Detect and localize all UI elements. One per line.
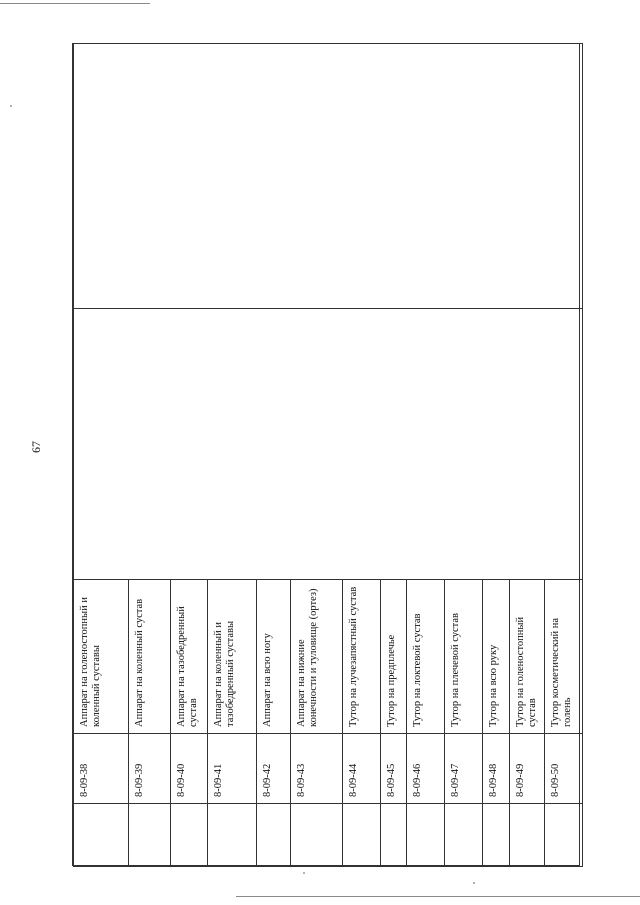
name-cell: Тутор на всю руку — [483, 580, 510, 734]
code-cell: 8-09-39 — [129, 734, 171, 804]
empty-cell — [407, 804, 445, 867]
code-cell: 8-09-45 — [381, 734, 407, 804]
empty-cell — [510, 804, 545, 867]
empty-cell — [291, 804, 343, 867]
empty-cell — [445, 804, 483, 867]
empty-cell — [129, 804, 171, 867]
code-cell: 8-09-38 — [74, 734, 129, 804]
code-cell: 8-09-49 — [510, 734, 545, 804]
code-cell: 8-09-47 — [445, 734, 483, 804]
name-cell: Аппарат на всю ногу — [257, 580, 291, 734]
empty-cell — [171, 804, 208, 867]
service-table — [73, 43, 583, 867]
empty-cell — [74, 309, 583, 580]
empty-cell — [74, 804, 129, 867]
code-cell: 8-09-43 — [291, 734, 343, 804]
name-cell: Аппарат на коленный сустав — [129, 580, 171, 734]
scan-speck — [303, 872, 305, 874]
empty-cell — [257, 804, 291, 867]
scan-speck — [10, 105, 12, 107]
table-row — [74, 44, 129, 867]
empty-cell — [343, 804, 381, 867]
code-cell: 8-09-46 — [407, 734, 445, 804]
empty-cell — [208, 804, 257, 867]
document-table — [72, 43, 580, 866]
scan-edge-line — [236, 896, 640, 897]
empty-cell — [545, 804, 583, 867]
scan-speck — [473, 882, 475, 884]
name-cell: Тутор на локтевой сустав — [407, 580, 445, 734]
code-cell: 8-09-48 — [483, 734, 510, 804]
name-cell: Тутор на лучезапястный сустав — [343, 580, 381, 734]
page-number: 67 — [29, 441, 43, 453]
empty-cell — [483, 804, 510, 867]
rotated-table-content — [73, 44, 581, 867]
empty-cell — [381, 804, 407, 867]
name-cell: Аппарат на тазобедренный сустав — [171, 580, 208, 734]
name-cell: Тутор на голеностопный сустав — [510, 580, 545, 734]
name-cell: Тутор косметический на голень — [545, 580, 583, 734]
code-cell: 8-09-40 — [171, 734, 208, 804]
code-cell: 8-09-44 — [343, 734, 381, 804]
name-cell: Аппарат на нижние конечности и туловище (ортез) — [291, 580, 343, 734]
code-cell: 8-09-50 — [545, 734, 583, 804]
name-cell: Тутор на предплечье — [381, 580, 407, 734]
empty-cell — [74, 44, 583, 309]
code-cell: 8-09-41 — [208, 734, 257, 804]
code-cell: 8-09-42 — [257, 734, 291, 804]
scan-edge-line — [0, 3, 150, 4]
name-cell: Тутор на плечевой сустав — [445, 580, 483, 734]
name-cell: Аппарат на голеностопный и коленный суставы — [74, 580, 129, 734]
name-cell: Аппарат на коленный и тазобедренный суставы — [208, 580, 257, 734]
